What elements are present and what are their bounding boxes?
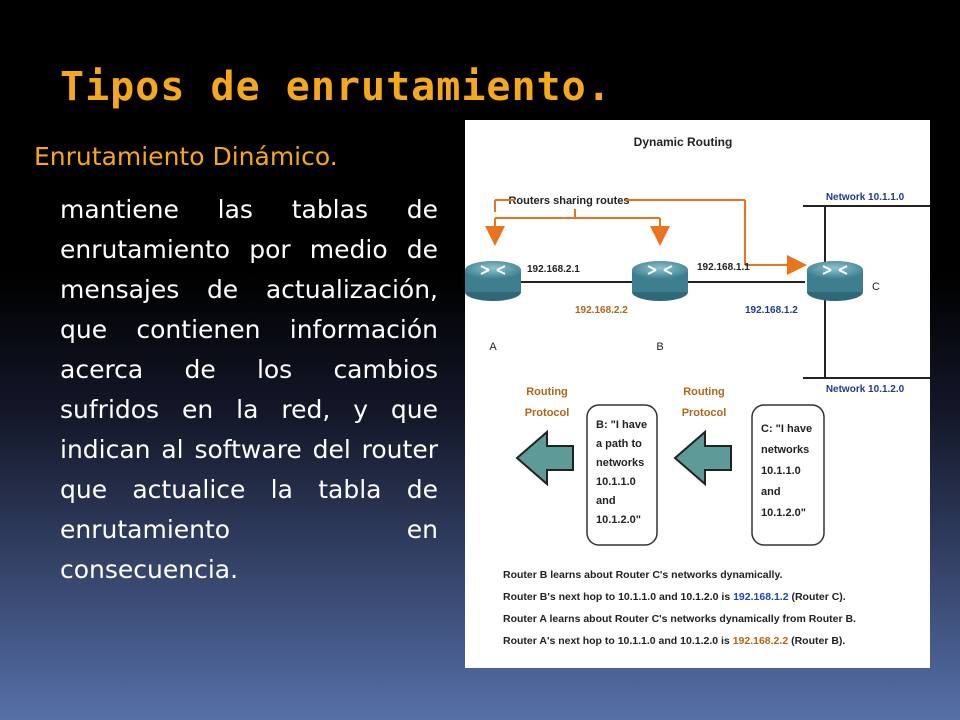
- box-b-line: 10.1.2.0": [596, 514, 641, 526]
- box-c-line: and: [761, 486, 781, 498]
- caption-line-2: Router B's next hop to 10.1.1.0 and 10.1.2.0 is 192.168.1.2 (Router C).: [503, 591, 846, 603]
- router-c-icon: [807, 261, 863, 301]
- box-b-line: and: [596, 495, 616, 507]
- box-b-line: a path to: [596, 438, 642, 450]
- slide-body-text: mantiene las tablas de enrutamiento por medio de mensajes de actualización, que contienen información acerca de los cambios sufridos en la red, y que indican al software del router que actualice la tabla de enrutamiento en consecuencia.: [60, 195, 438, 584]
- sharing-routes-arrows: [495, 200, 803, 265]
- slide-title: Tipos de enrutamiento.: [60, 64, 612, 110]
- diagram-heading: Dynamic Routing: [633, 135, 733, 149]
- box-c-line: C: "I have: [761, 423, 813, 435]
- ip-a-b: 192.168.2.1: [527, 264, 580, 275]
- protocol-right-line-1: Routing: [683, 386, 725, 398]
- dynamic-routing-diagram: [465, 120, 930, 668]
- ip-b-a: 192.168.2.2: [575, 305, 628, 316]
- slide-subtitle: Enrutamiento Dinámico.: [34, 142, 338, 171]
- network-bottom-label: Network 10.1.2.0: [825, 384, 905, 395]
- ip-c-b: 192.168.1.2: [745, 305, 798, 316]
- caption-line-4: Router A's next hop to 10.1.1.0 and 10.1.2.0 is 192.168.2.2 (Router B).: [503, 635, 846, 647]
- box-b-line: networks: [596, 457, 645, 469]
- network-top-label: Network 10.1.1.0: [825, 192, 905, 203]
- box-c-line: 10.1.2.0": [761, 507, 806, 519]
- network-lines: [520, 206, 930, 378]
- router-a-icon: [465, 261, 521, 301]
- protocol-right-line-2: Protocol: [681, 407, 727, 419]
- left-arrow-icon-2: [675, 432, 731, 484]
- router-c-label: C: [872, 281, 880, 293]
- box-c-line: networks: [761, 444, 810, 456]
- box-b-line: 10.1.1.0: [596, 476, 636, 488]
- router-b-icon: [632, 261, 688, 301]
- caption-line-1: Router B learns about Router C's networks dynamically.: [503, 569, 783, 581]
- ip-b-c: 192.168.1.1: [697, 262, 750, 273]
- box-b-line: B: "I have: [596, 419, 648, 431]
- caption-line-3: Router A learns about Router C's networks dynamically from Router B.: [503, 613, 856, 625]
- sharing-routes-label: Routers sharing routes: [508, 195, 630, 207]
- left-arrow-icon: [517, 432, 573, 484]
- protocol-left-line-1: Routing: [526, 386, 568, 398]
- box-c-line: 10.1.1.0: [761, 465, 801, 477]
- router-a-label: A: [489, 341, 497, 353]
- protocol-left-line-2: Protocol: [524, 407, 570, 419]
- router-b-label: B: [656, 341, 664, 353]
